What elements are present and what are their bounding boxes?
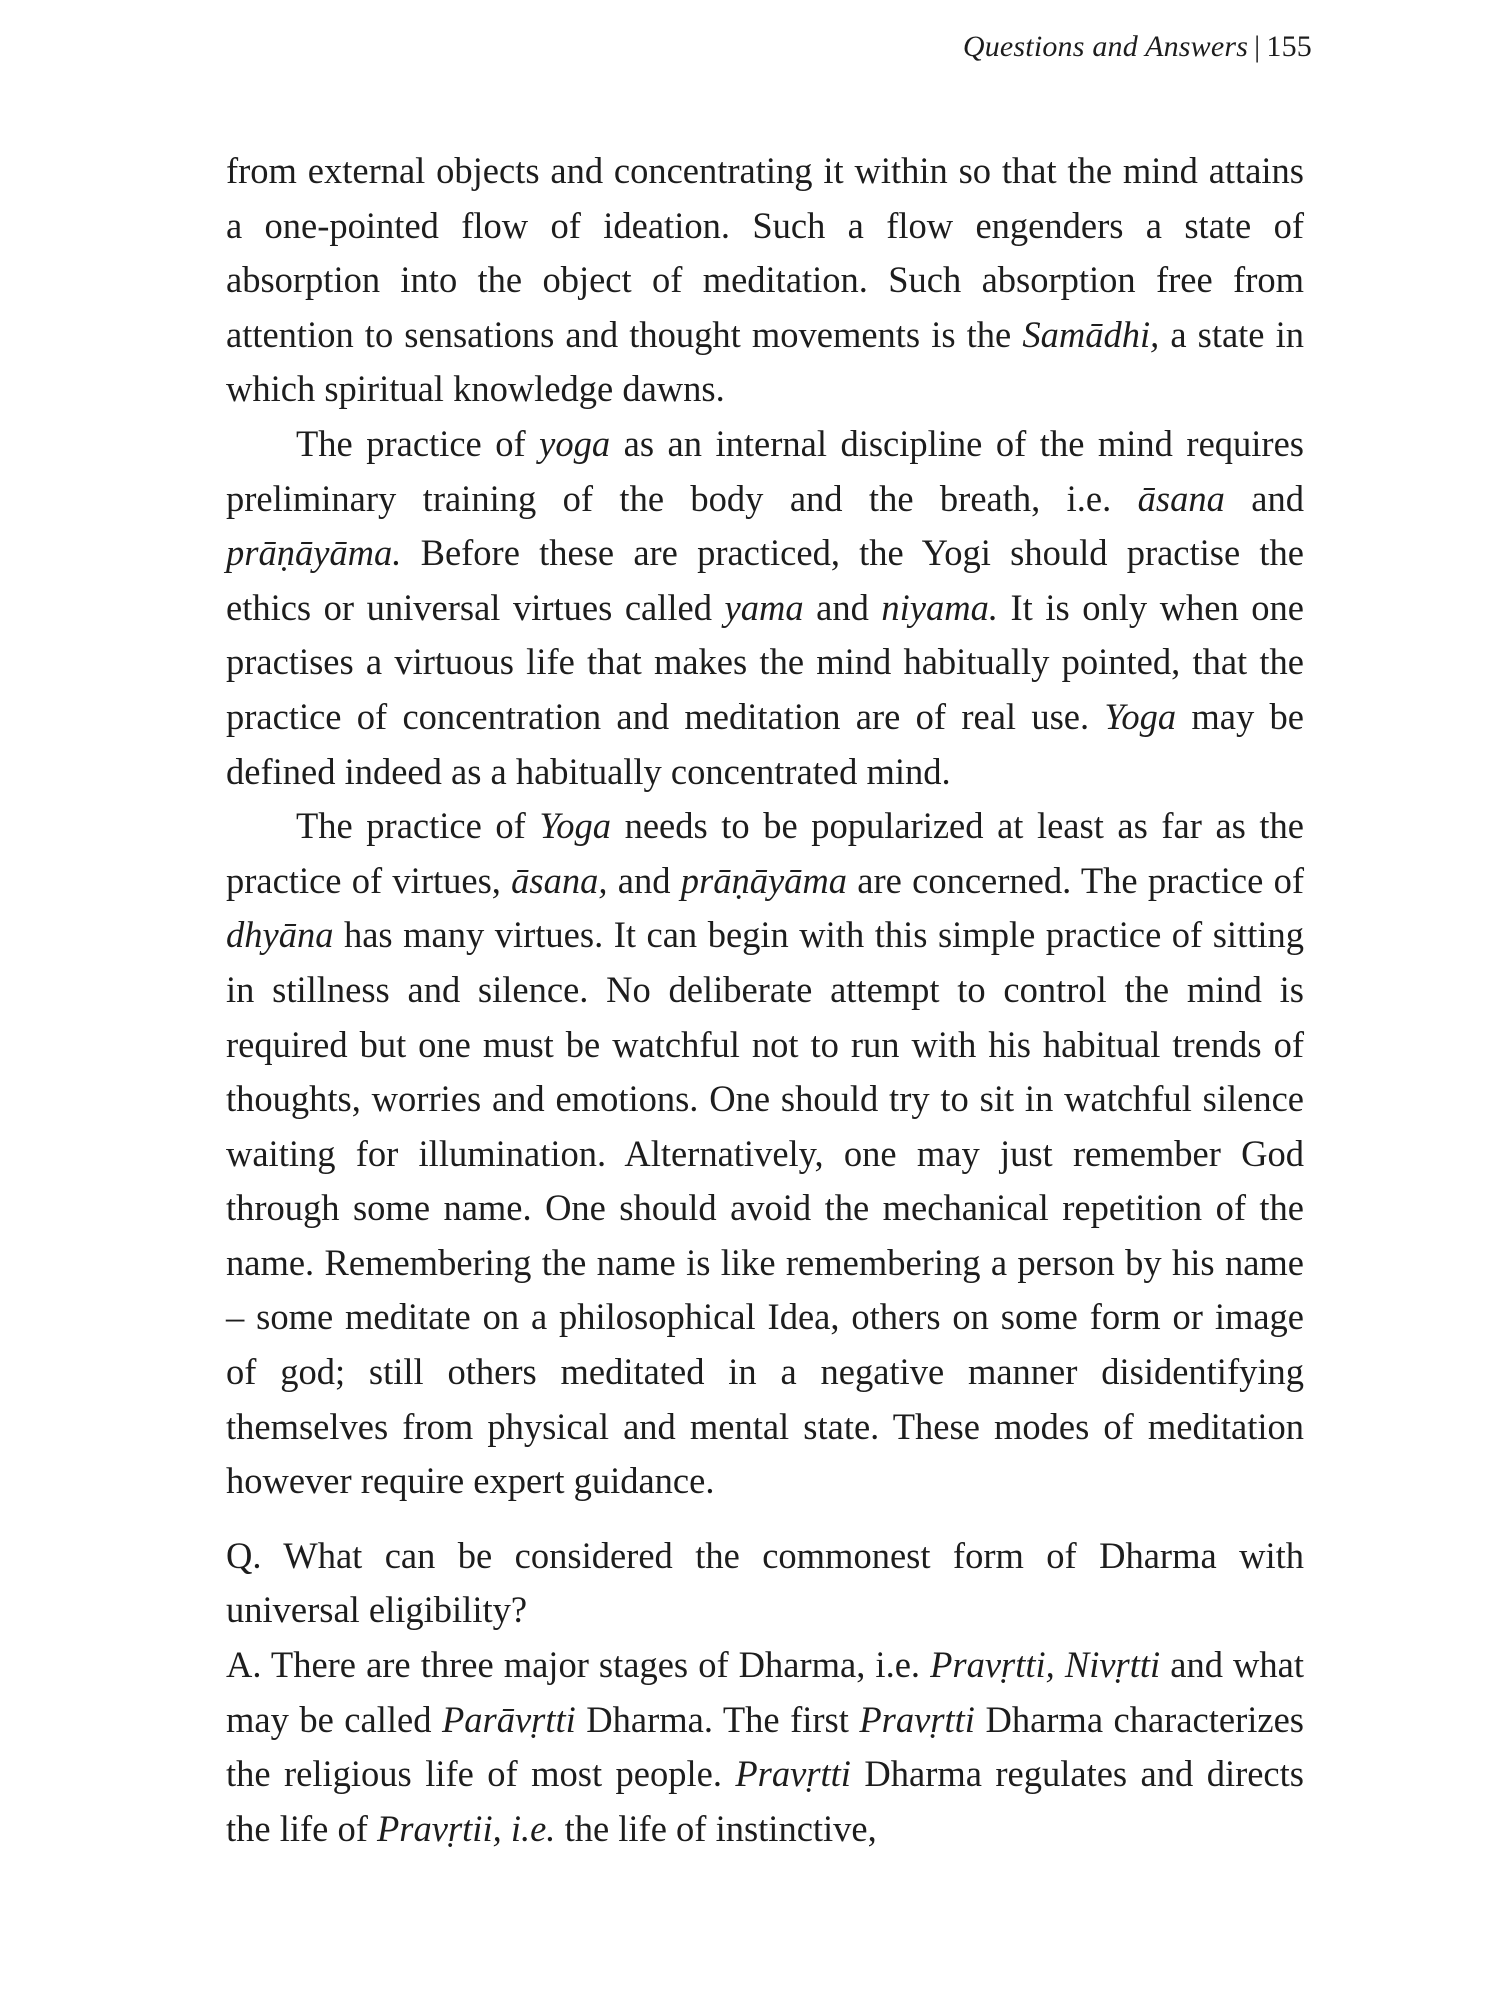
answer-text-6: the life of instinctive, (555, 1807, 877, 1849)
body-text (226, 144, 1304, 1856)
term-yoga: yoga (539, 422, 611, 464)
answer-text-1: There are three major stages of Dharma, i.e. (261, 1644, 931, 1686)
paragraph-1 (226, 144, 1304, 417)
term-pravrtti-nivrtti: Pravṛtti, Nivṛtti (930, 1644, 1161, 1686)
term-samadhi: Samādhi, (1022, 313, 1160, 355)
term-dhyana: dhyāna (226, 914, 334, 956)
paragraph-3-text-2: needs to be popularized at least as far as the practice of virtues, (226, 805, 1305, 901)
paragraph-3-text-3: and (607, 859, 681, 901)
answer-text-5: Dharma regulates and directs the life of (226, 1753, 1304, 1849)
question-text: What can be considered the commonest form of Dharma with universal eligibility? (226, 1534, 1304, 1631)
paragraph-3-text-1: The practice of (296, 805, 540, 847)
term-yama: yama (724, 586, 804, 628)
answer (226, 1638, 1304, 1856)
running-head (963, 30, 1312, 64)
question-label: Q. (226, 1534, 262, 1576)
paragraph-2-text-1: The practice of (296, 422, 540, 464)
question (226, 1529, 1304, 1638)
answer-text-3: Dharma. The first (575, 1698, 860, 1740)
running-head-title: Questions and Answers (962, 30, 1249, 63)
paragraph-1-text-2: a state in which spiritual knowledge dawns. (226, 313, 1304, 410)
page-number: 155 (1266, 30, 1312, 63)
answer-text-2: and what may be called (226, 1644, 1304, 1740)
running-head-separator: | (1254, 30, 1261, 63)
paragraph-3-text-4: are concerned. The practice of (847, 859, 1304, 901)
term-niyama: niyama. (881, 586, 998, 628)
paragraph-2-text-6: It is only when one practises a virtuous life that makes the mind habitually pointed, that the practice of concentration and meditation are of real use. (226, 586, 1305, 737)
term-pranayama: prāṇāyāma. (226, 532, 402, 574)
term-asana-2: āsana, (511, 859, 608, 901)
term-pravrtii: Pravṛtii, i.e. (377, 1807, 556, 1849)
paragraph-3-text-5: has many virtues. It can begin with this simple practice of sitting in stillness and silence. No deliberate attempt to control the mind is required but one must be watchful not to run with his habitual trends of thoughts, worries and emotions. One should try to sit in watchful silence waiting for illumination. Alternatively, one may just remember God through some name. One should avoid the mechanical repetition of the name. Remembering the name is like remembering a person by his name – some meditate on a philosophical Idea, others on some form or image of god; still others meditated in a negative manner disidentifying themselves from physical and mental state. These modes of meditation however require expert guidance. (226, 914, 1304, 1502)
paragraph-2-text-5: and (803, 586, 882, 628)
paragraph-2-text-2: as an internal discipline of the mind requires preliminary training of the body and the breath, i.e. (226, 422, 1304, 519)
paragraph-2-text-7: may be defined indeed as a habitually concentrated mind. (226, 695, 1305, 792)
answer-text-4: Dharma characterizes the religious life of most people. (226, 1698, 1304, 1795)
paragraph-2 (226, 417, 1304, 799)
term-asana: āsana (1137, 477, 1225, 519)
paragraph-2-text-3: and (1224, 477, 1304, 519)
paragraph-2-text-4: Before these are practiced, the Yogi should practise the ethics or universal virtues called (226, 532, 1304, 628)
term-yoga-2: Yoga (1104, 695, 1177, 737)
term-pravrtti: Pravṛtti (859, 1698, 975, 1740)
term-pravrtti-2: Pravṛtti (735, 1753, 851, 1795)
term-yoga-3: Yoga (539, 805, 612, 847)
answer-label: A. (226, 1644, 262, 1686)
term-pranayama-2: prāṇāyāma (680, 859, 848, 901)
paragraph-3 (226, 799, 1304, 1509)
paragraph-1-text-1: from external objects and concentrating it within so that the mind attains a one-pointed flow of ideation. Such a flow engenders a state of absorption into the object of meditation. Such absorption free from attention to sensations and thought movements is the (226, 150, 1304, 355)
term-paravrtti: Parāvṛtti (441, 1698, 576, 1740)
